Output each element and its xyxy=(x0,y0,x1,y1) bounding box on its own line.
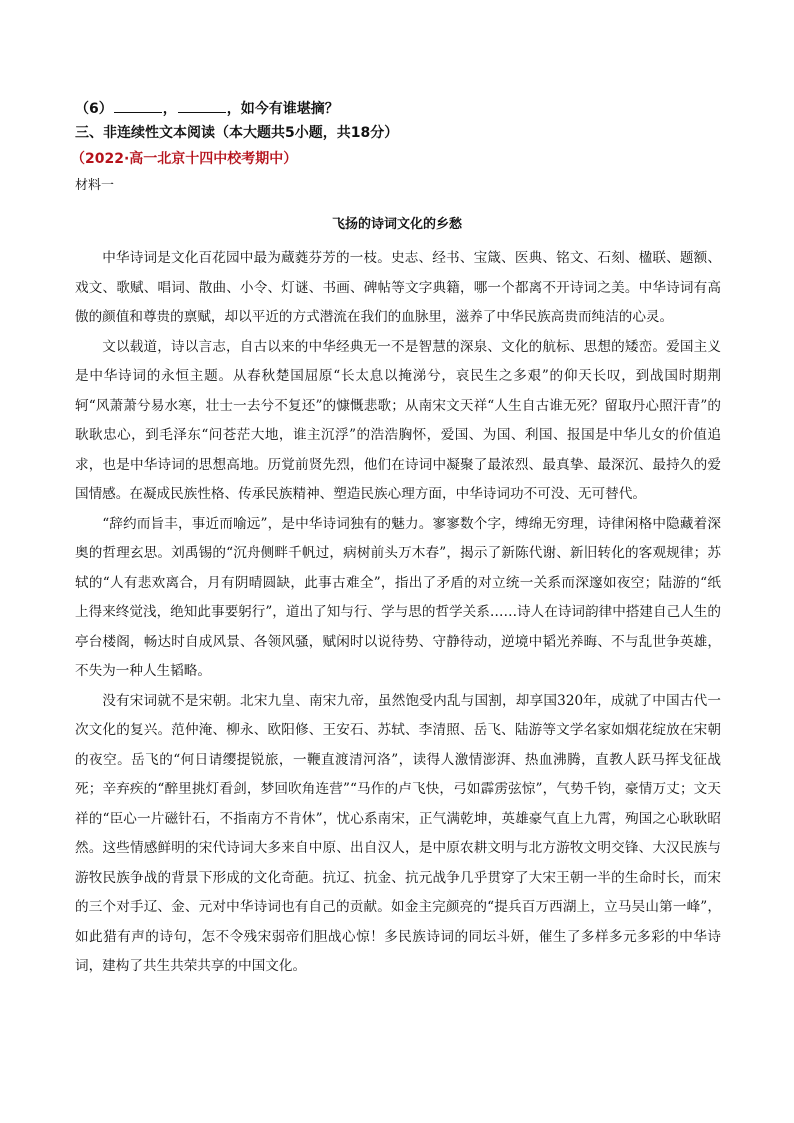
article-paragraph: “辞约而旨丰，事近而喻远”，是中华诗词独有的魅力。寥寥数个字，缚绵无穷理，诗律闲格中隐藏着深奥的哲理玄思。刘禹锡的“沉舟侧畔千帆过，病树前头万木春”，揭示了新陈代谢、新旧转化的客观规律；苏轼的“人有悲欢离合，月有阴晴圆缺，此事古难全”，指出了矛盾的对立统一关系而深邃如夜空；陆游的“纸上得来终觉浅，绝知此事要躬行”，道出了知与行、学与思的哲学关系……诗人在诗词韵律中搭建自己人生的亭台楼阁，畅达时自成风景、各领风骚，赋闲时以说待势、守静待动，逆境中韬光养晦、不与乱世争英雄，不失为一种人生韬略。 xyxy=(75,515,721,679)
article-paragraph: 文以载道，诗以言志，自古以来的中华经典无一不是智慧的深泉、文化的航标、思想的矮峦。爱国主义是中华诗词的永恒主题。从春秋楚国屈原“长太息以掩涕兮，哀民生之多艰”的仰天长叹，到战国时期荆轲“风萧萧兮易水寒，壮士一去兮不复还”的慷慨悲歌；从南宋文天祥“人生自古谁无死？留取丹心照汗青”的耿耿忠心，到毛泽东“问苍茫大地，谁主沉浮”的浩浩胸怀，爱国、为国、利国、报国是中华儿女的价值追求，也是中华诗词的思想高地。历覚前贤先烈，他们在诗词中凝聚了最浓烈、最真挚、最深沉、最持久的爱国情感。在凝成民族性格、传承民族精神、塑造民族心理方面，中华诗词功不可没、无可替代。 xyxy=(75,338,721,502)
article-body xyxy=(75,244,721,982)
question-6-text: ，如今有谁堪摘？ xyxy=(226,101,339,117)
material-label: 材料一 xyxy=(75,178,115,193)
article-paragraph: 中华诗词是文化百花园中最为蔵蕤芬芳的一枝。史志、经书、宝箴、医典、铭文、石刻、楹联、题额、戏文、歌赋、唱词、散曲、小令、灯谜、书画、碑帖等文字典籍，哪一个都离不开诗词之美。中华诗词有高傲的颜值和尊贵的禀赋，却以平近的方式潜流在我们的血脉里，滋养了中华民族高贵而纯洁的心灵。 xyxy=(75,250,721,325)
question-6 xyxy=(75,98,721,119)
section-title: 三、非连续性文本阅读（本大题共5小题，共18分） xyxy=(75,125,399,141)
question-6-separator: ， xyxy=(162,101,177,117)
question-6-number: （6） xyxy=(75,101,113,117)
article-paragraph: 没有宋词就不是宋朝。北宋九皇、南宋九帝，虽然饱受内乱与国割，却享国320年，成就了中国古代一次文化的复兴。范仲淹、柳永、欧阳修、王安石、苏轼、李清照、岳飞、陆游等文学名家如烟花绽放在宋朝的夜空。岳飞的“何日请缨提锐旅，一鞭直渡清河洛”，读得人激情澎湃、热血沸腾，直教人跃马挥戈征战死；辛弃疾的“醉里挑灯看剑，梦回吹角连营”“马作的卢飞快，弓如霹雳弦惊”，气势千钧，豪情万丈；文天祥的“臣心一片磁针石，不指南方不肯休”，忧心系南宋，正气满乾坤，英雄豪气直上九霄，殉国之心耿耿昭然。这些情感鲜明的宋代诗词大多来自中原、出自汉人，是中原农耕文明与北方游牧文明交锋、大汉民族与游牧民族争战的背景下形成的文化奇葩。抗辽、抗金、抗元战争几乎贯穿了大宋王朝一半的生命时长，而宋的三个对手辽、金、元对中华诗词也有自己的贡献。如金主完颜亮的“提兵百万西湖上，立马吴山第一峰”，如此猎有声的诗句，怎不令残宋弱帝们胆战心惊！多民族诗词的同坛斗妍，催生了多样多元多彩的中华诗词，建构了共生共荣共享的中国文化。 xyxy=(75,692,721,974)
source-tag: （2022·高一北京十四中校考期中） xyxy=(71,151,298,167)
article-title: 飞扬的诗词文化的乡愁 xyxy=(331,217,462,232)
answer-blank-1[interactable] xyxy=(114,98,162,113)
answer-blank-2[interactable] xyxy=(178,98,226,113)
